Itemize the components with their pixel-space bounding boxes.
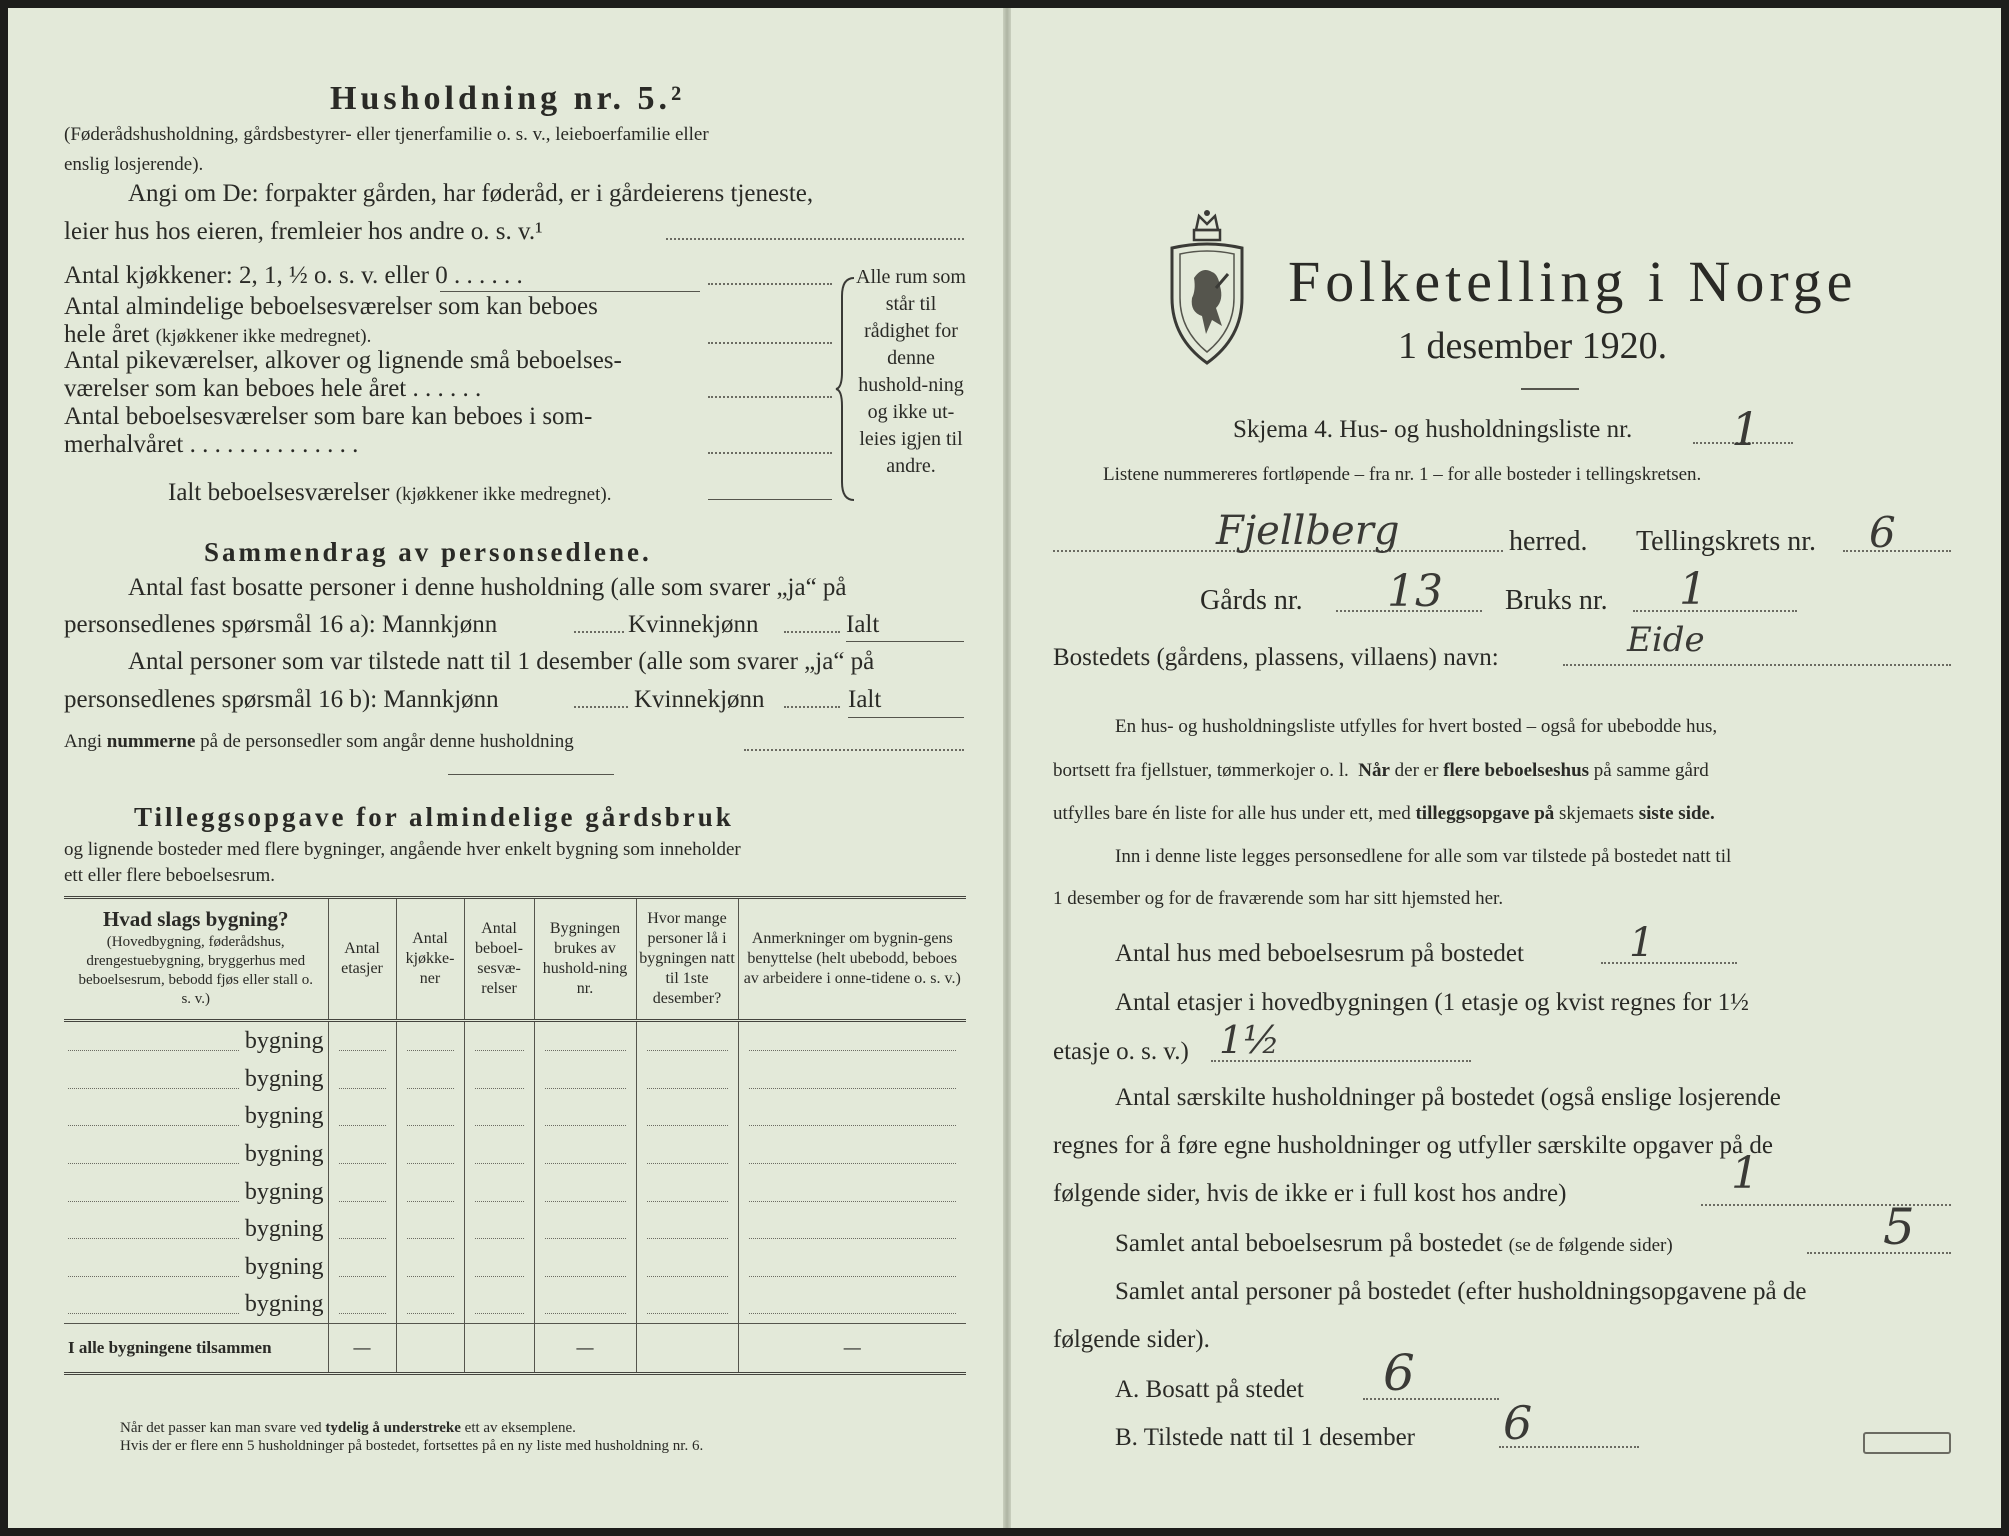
cell-field[interactable]: [407, 1256, 454, 1277]
col-kjokkener: Antal kjøkke-ner: [396, 898, 464, 1021]
bosted-field[interactable]: [1563, 664, 1951, 666]
bruks-label: Bruks nr.: [1505, 585, 1608, 616]
table-row: [64, 1248, 966, 1286]
ialt-note: (kjøkkener ikke medregnet).: [395, 484, 612, 505]
summary-title: Sammendrag av personsedlene.: [204, 537, 652, 567]
row-label: bygning: [244, 1253, 324, 1280]
footnote-2: Hvis der er flere enn 5 husholdninger på bostedet, fortsettes på en ny liste med husholdning nr. 6.: [120, 1438, 704, 1454]
household-title: Husholdning nr. 5.²: [330, 80, 686, 117]
building-type-field[interactable]: [68, 1218, 239, 1239]
bosatt-label: A. Bosatt på stedet: [1115, 1376, 1304, 1403]
rum-value: 5: [1883, 1198, 1915, 1256]
building-type-field[interactable]: [68, 1030, 239, 1051]
cell-field[interactable]: [647, 1256, 728, 1277]
cell-field[interactable]: [339, 1218, 386, 1239]
row-label: bygning: [244, 1178, 324, 1205]
fast-mann-label: personsedlenes spørsmål 16 a): Mannkjønn: [64, 611, 498, 638]
col-personer: Hvor mange personer lå i bygningen natt til 1ste desember?: [636, 898, 738, 1021]
nummerne-c: på de personsedler som angår denne husholdning: [200, 731, 574, 752]
divider: [448, 774, 614, 775]
page-fold: [1003, 8, 1011, 1528]
table-row: [64, 1135, 966, 1173]
total-etasjer-dash: —: [328, 1323, 396, 1373]
krets-label: Tellingskrets nr.: [1636, 526, 1817, 557]
row-label: bygning: [244, 1141, 324, 1168]
census-form-sheet: [8, 8, 2001, 1528]
table-row: [64, 1210, 966, 1248]
tilstede-kvinne-field[interactable]: [784, 706, 840, 708]
cell-field[interactable]: [545, 1143, 626, 1164]
cell-field[interactable]: [749, 1181, 957, 1202]
angi-line-2: leier hus hos eieren, fremleier hos andre o. s. v.¹: [64, 218, 543, 245]
bruks-value: 1: [1679, 564, 1707, 615]
skjema-value: 1: [1731, 402, 1761, 456]
instr-line-1: En hus- og husholdningsliste utfylles for hvert bosted – også for ubebodde hus,: [1115, 716, 1718, 737]
cell-field[interactable]: [407, 1143, 454, 1164]
cell-field[interactable]: [407, 1181, 454, 1202]
col-building-type-sub: (Hovedbygning, føderådshus, drengestuebygning, bryggerhus med beboelsesrum, bebodd fjøs eller stall o. s. v.): [78, 934, 314, 1007]
sommer-field[interactable]: [708, 452, 832, 454]
footnote-1b: tydelig å understreke: [325, 1420, 461, 1436]
col-building-type: [64, 898, 328, 1021]
total-kjokkener-cell[interactable]: [396, 1323, 464, 1373]
bruks-field[interactable]: [1633, 610, 1797, 612]
cell-field[interactable]: [749, 1030, 957, 1051]
cell-field[interactable]: [339, 1293, 386, 1314]
etasjer-line-2: etasje o. s. v.): [1053, 1038, 1189, 1065]
instr-2c: der er: [1394, 760, 1439, 781]
main-title: Folketelling i Norge: [1288, 249, 1858, 314]
kjokken-underline: [440, 291, 700, 292]
total-husholdning-dash: —: [534, 1323, 636, 1373]
cell-field[interactable]: [545, 1293, 626, 1314]
tilstede-mann-label: personsedlenes spørsmål 16 b): Mannkjønn: [64, 686, 499, 713]
instr-3b: tilleggsopgave på: [1415, 803, 1555, 824]
cell-field[interactable]: [545, 1105, 626, 1126]
sommer-line-1: Antal beboelsesværelser som bare kan beboes i som-: [64, 403, 593, 430]
fast-ialt-field[interactable]: [846, 641, 964, 642]
footnote-1a: Når det passer kan man svare ved: [120, 1420, 322, 1436]
instr-3d: siste side.: [1638, 803, 1715, 824]
almind-line-1: Antal almindelige beboelsesværelser som kan beboes: [64, 293, 598, 320]
total-anmerkninger-dash: —: [738, 1323, 966, 1373]
table-row: [64, 1172, 966, 1210]
gards-value: 13: [1387, 566, 1443, 617]
printer-stamp: [1863, 1432, 1951, 1454]
total-personer-cell[interactable]: [636, 1323, 738, 1373]
cell-field[interactable]: [749, 1293, 957, 1314]
nummerne-b: nummerne: [106, 731, 196, 752]
col-building-type-head: Hvad slags bygning?: [102, 907, 289, 931]
cell-field[interactable]: [749, 1105, 957, 1126]
building-type-field[interactable]: [68, 1143, 239, 1164]
cell-field[interactable]: [475, 1143, 524, 1164]
sommer-line-2: merhalvåret . . . . . . . . . . . . . .: [64, 431, 359, 458]
personer-line-1: Samlet antal personer på bostedet (efter husholdningsopgavene på de: [1115, 1278, 1807, 1305]
saerskilte-value: 1: [1731, 1148, 1759, 1199]
instr-2a: bortsett fra fjellstuer, tømmerkojer o. l.: [1053, 760, 1349, 781]
cell-field[interactable]: [647, 1143, 728, 1164]
instr-2b: Når: [1358, 760, 1390, 781]
building-type-field[interactable]: [68, 1256, 239, 1277]
brace-note: Alle rum som står til rådighet for denne hushold-ning og ikke ut-leies igjen til andre.: [856, 266, 966, 477]
table-row: [64, 1021, 966, 1060]
cell-field[interactable]: [749, 1256, 957, 1277]
building-type-field[interactable]: [68, 1181, 239, 1202]
total-rum-cell[interactable]: [464, 1323, 534, 1373]
cell-field[interactable]: [339, 1030, 386, 1051]
cell-field[interactable]: [475, 1068, 524, 1089]
cell-field[interactable]: [647, 1293, 728, 1314]
kjokken-field[interactable]: [708, 283, 832, 285]
cell-field[interactable]: [545, 1256, 626, 1277]
row-label: bygning: [244, 1216, 324, 1243]
etasjer-value: 1½: [1219, 1018, 1281, 1062]
tilstede-label: B. Tilstede natt til 1 desember: [1115, 1424, 1415, 1451]
bosted-value: Eide: [1627, 620, 1705, 660]
cell-field[interactable]: [407, 1030, 454, 1051]
title-divider: [1521, 388, 1579, 390]
instr-3a: utfylles bare én liste for alle hus under ett, med: [1053, 803, 1411, 824]
building-table: [64, 896, 966, 1375]
building-type-field[interactable]: [68, 1105, 239, 1126]
row-label: bygning: [244, 1291, 324, 1318]
cell-field[interactable]: [647, 1181, 728, 1202]
fast-mann-field[interactable]: [574, 631, 624, 633]
cell-field[interactable]: [339, 1105, 386, 1126]
tilstede-value: 6: [1503, 1396, 1533, 1450]
row-label: bygning: [244, 1103, 324, 1130]
angi-answer-field[interactable]: [666, 238, 964, 240]
saerskilte-line-3: følgende sider, hvis de ikke er i full kost hos andre): [1053, 1180, 1567, 1207]
cell-field[interactable]: [545, 1068, 626, 1089]
footnote-1: [120, 1420, 576, 1437]
gards-label: Gårds nr.: [1200, 585, 1303, 616]
cell-field[interactable]: [339, 1181, 386, 1202]
pike-line-1: Antal pikeværelser, alkover og lignende små beboelses-: [64, 347, 622, 374]
bosted-label: Bostedets (gårdens, plassens, villaens) navn:: [1053, 644, 1499, 671]
tilstede-ialt-label: Ialt: [848, 686, 882, 713]
herred-label: herred.: [1509, 526, 1588, 557]
fast-kvinne-field[interactable]: [784, 631, 840, 633]
cell-field[interactable]: [339, 1256, 386, 1277]
footnote-1c: ett av eksemplene.: [464, 1420, 576, 1436]
listene-note: Listene nummereres fortløpende – fra nr. 1 – for alle bosteder i tellingskretsen.: [1103, 464, 1702, 485]
coat-of-arms-icon: [1166, 208, 1248, 368]
almind-line-2: hele året: [64, 321, 150, 348]
cell-field[interactable]: [339, 1143, 386, 1164]
cell-field[interactable]: [749, 1218, 957, 1239]
rum-field[interactable]: [1807, 1252, 1951, 1254]
herred-value: Fjellberg: [1216, 508, 1400, 554]
fast-ialt-label: Ialt: [846, 611, 880, 638]
left-page: [8, 8, 1003, 1528]
saerskilte-line-2: regnes for å føre egne husholdninger og utfyller særskilte opgaver på de: [1053, 1132, 1773, 1159]
kjokken-label: Antal kjøkkener: 2, 1, ½ o. s. v. eller 0 . . . . . .: [64, 262, 523, 289]
col-husholdning: Bygningen brukes av hushold-ning nr.: [534, 898, 636, 1021]
col-beboelsesvaerelser: Antal beboel-sesvæ-relser: [464, 898, 534, 1021]
cell-field[interactable]: [475, 1293, 524, 1314]
skjema-label: Skjema 4. Hus- og husholdningsliste nr.: [1233, 416, 1633, 443]
right-page: [1011, 8, 2001, 1528]
saerskilte-line-1: Antal særskilte husholdninger på bostedet (også enslige losjerende: [1115, 1084, 1781, 1111]
cell-field[interactable]: [545, 1218, 626, 1239]
etasjer-line-1: Antal etasjer i hovedbygningen (1 etasje og kvist regnes for 1½: [1115, 989, 1749, 1016]
total-label: I alle bygningene tilsammen: [64, 1323, 328, 1373]
almind-note: (kjøkkener ikke medregnet).: [155, 326, 372, 347]
table-row: [64, 1285, 966, 1323]
cell-field[interactable]: [475, 1256, 524, 1277]
fast-kvinne-label: Kvinnekjønn: [628, 611, 759, 638]
instr-line-5: 1 desember og for de fraværende som har sitt hjemsted her.: [1053, 888, 1504, 909]
krets-value: 6: [1869, 508, 1896, 557]
cell-field[interactable]: [647, 1068, 728, 1089]
tillegg-line-1: og lignende bosteder med flere bygninger, angående hver enkelt bygning som inneholder: [64, 839, 741, 860]
household-note-line-1: (Føderådshusholdning, gårdsbestyrer- eller tjenerfamilie o. s. v., leieboerfamilie eller: [64, 124, 709, 145]
krets-field[interactable]: [1843, 550, 1951, 552]
pike-line-2: værelser som kan beboes hele året . . . . . .: [64, 375, 482, 402]
cell-field[interactable]: [749, 1143, 957, 1164]
pike-field[interactable]: [708, 396, 832, 398]
fast-line-1: Antal fast bosatte personer i denne husholdning (alle som svarer „ja“ på: [128, 574, 847, 601]
ialt-field[interactable]: [708, 499, 832, 500]
col-etasjer: Antal etasjer: [328, 898, 396, 1021]
building-type-field[interactable]: [68, 1293, 239, 1314]
hus-label: Antal hus med beboelsesrum på bostedet: [1115, 940, 1524, 967]
cell-field[interactable]: [407, 1293, 454, 1314]
cell-field[interactable]: [647, 1030, 728, 1051]
total-row: [64, 1323, 966, 1373]
cell-field[interactable]: [407, 1105, 454, 1126]
row-label: bygning: [244, 1028, 324, 1055]
rum-label: Samlet antal beboelsesrum på bostedet: [1115, 1230, 1503, 1257]
cell-field[interactable]: [407, 1218, 454, 1239]
ialt-label: Ialt beboelsesværelser: [168, 479, 390, 506]
instr-3c: skjemaets: [1559, 803, 1634, 824]
personer-line-2: følgende sider).: [1053, 1326, 1210, 1353]
household-note-line-2: enslig losjerende).: [64, 154, 204, 175]
tilstede-kvinne-label: Kvinnekjønn: [634, 686, 765, 713]
table-row: [64, 1097, 966, 1135]
almind-field[interactable]: [708, 342, 832, 344]
tilstede-ialt-field[interactable]: [848, 717, 964, 718]
instr-2e: på samme gård: [1593, 760, 1709, 781]
bosatt-value: 6: [1383, 1344, 1415, 1402]
instr-line-4: Inn i denne liste legges personsedlene for alle som var tilstede på bostedet natt til: [1115, 846, 1732, 867]
building-type-field[interactable]: [68, 1068, 239, 1089]
census-date: 1 desember 1920.: [1398, 325, 1668, 367]
cell-field[interactable]: [339, 1068, 386, 1089]
cell-field[interactable]: [545, 1181, 626, 1202]
hus-field[interactable]: [1601, 962, 1737, 964]
nummerne-field[interactable]: [744, 749, 964, 751]
cell-field[interactable]: [407, 1068, 454, 1089]
hus-value: 1: [1629, 920, 1655, 966]
cell-field[interactable]: [475, 1030, 524, 1051]
angi-line-1: Angi om De: forpakter gården, har føderåd, er i gårdeierens tjeneste,: [128, 180, 814, 207]
cell-field[interactable]: [475, 1105, 524, 1126]
tilstede-line-1: Antal personer som var tilstede natt til 1 desember (alle som svarer „ja“ på: [128, 648, 875, 675]
instr-2d: flere beboelseshus: [1443, 760, 1590, 781]
tillegg-title: Tilleggsopgave for almindelige gårdsbruk: [134, 802, 734, 832]
cell-field[interactable]: [475, 1181, 524, 1202]
nummerne-a: Angi: [64, 731, 102, 752]
cell-field[interactable]: [749, 1068, 957, 1089]
table-row: [64, 1060, 966, 1098]
cell-field[interactable]: [475, 1218, 524, 1239]
tilstede-mann-field[interactable]: [574, 706, 628, 708]
cell-field[interactable]: [647, 1218, 728, 1239]
rum-note: (se de følgende sider): [1508, 1235, 1673, 1256]
cell-field[interactable]: [647, 1105, 728, 1126]
building-table-header: [64, 898, 966, 1021]
tillegg-line-2: ett eller flere beboelsesrum.: [64, 865, 276, 886]
row-label: bygning: [244, 1065, 324, 1092]
col-anmerkninger: Anmerkninger om bygnin-gens benyttelse (helt ubebodd, beboes av arbeidere i onne-tidene o. s. v.): [738, 898, 966, 1021]
cell-field[interactable]: [545, 1030, 626, 1051]
